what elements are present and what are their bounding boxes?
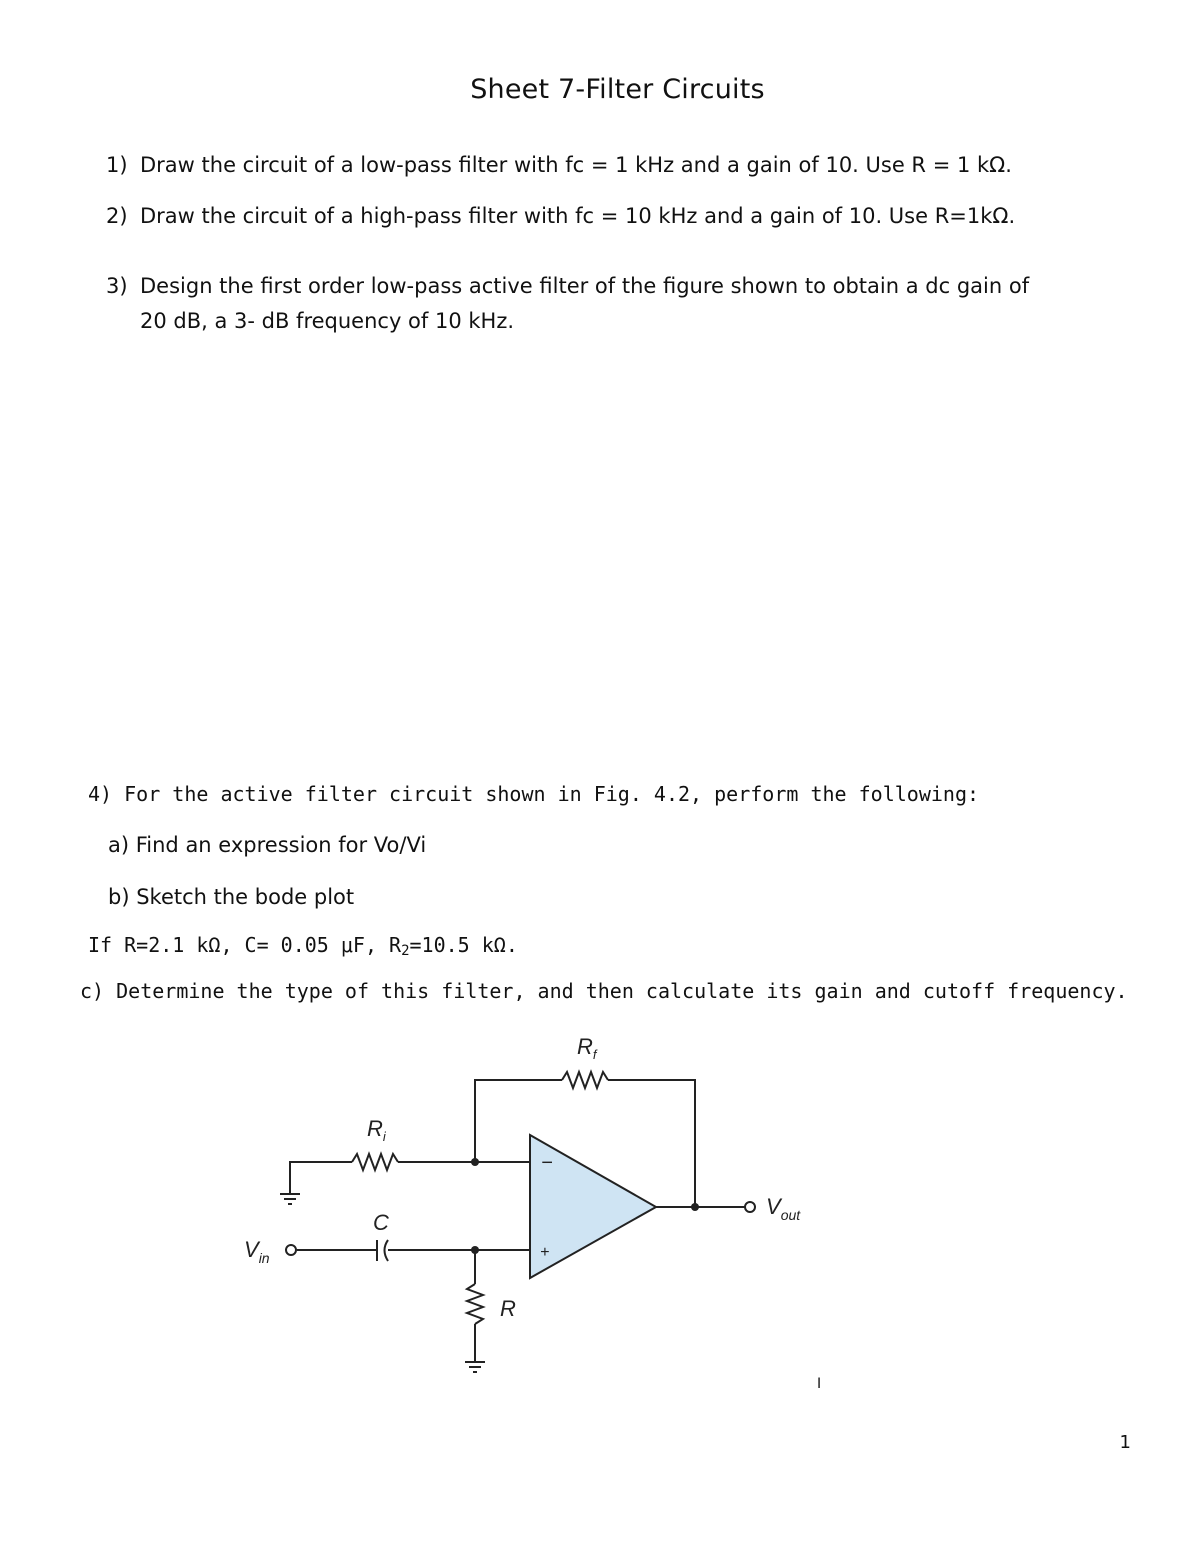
ri-resistor: [352, 1154, 398, 1170]
question-number: 1): [106, 153, 128, 177]
question-4-intro: 4) For the active filter circuit shown in Fig. 4.2, perform the following:: [88, 782, 980, 806]
r-label: R: [500, 1296, 516, 1321]
junction-dot: [471, 1158, 479, 1166]
junction-dot: [471, 1246, 479, 1254]
vin-terminal: [286, 1245, 296, 1255]
question-4-part-b: b) Sketch the bode plot: [108, 885, 355, 909]
question-number: 3): [106, 274, 128, 298]
question-text: Draw the circuit of a high-pass filter with fc = 10 kHz and a gain of 10. Use R=1kΩ.: [140, 204, 1016, 228]
page-number: 1: [1119, 1432, 1131, 1453]
capacitor-plate-right: [385, 1240, 389, 1261]
vout-label: $V_{out}$: [766, 1194, 801, 1223]
ri-ground-wire: [290, 1162, 352, 1194]
opamp-minus-sign: −: [541, 1152, 553, 1174]
junction-dot: [691, 1203, 699, 1211]
question-4-part-a: a) Find an expression for Vo/Vi: [108, 833, 427, 857]
rf-label: $R_f$: [577, 1034, 597, 1062]
question-number: 2): [106, 204, 128, 228]
question-4-part-c: c) Determine the type of this filter, and then calculate its gain and cutoff frequency.: [80, 979, 1128, 1003]
question-text-line-1: Design the first order low-pass active filter of the figure shown to obtain a dc gain of: [140, 274, 1030, 298]
page-title: Sheet 7-Filter Circuits: [470, 74, 765, 105]
r-resistor: [467, 1284, 483, 1324]
question-text: Draw the circuit of a low-pass filter with fc = 1 kHz and a gain of 10. Use R = 1 kΩ.: [140, 153, 1012, 177]
vout-terminal: [745, 1202, 755, 1212]
rf-resistor: [562, 1072, 608, 1088]
ri-label: $R_i$: [367, 1116, 386, 1144]
question-4-given-values: If R=2.1 kΩ, C= 0.05 μF, $R_2=10.5$ kΩ.: [88, 933, 518, 959]
question-3-line-2: 20 dB, a 3- dB frequency of 10 kHz.: [140, 309, 515, 333]
stray-mark: I: [817, 1376, 822, 1392]
opamp-plus-sign: +: [540, 1244, 550, 1261]
vin-label: $V_{in}$: [244, 1237, 270, 1266]
c-label: C: [373, 1210, 389, 1235]
